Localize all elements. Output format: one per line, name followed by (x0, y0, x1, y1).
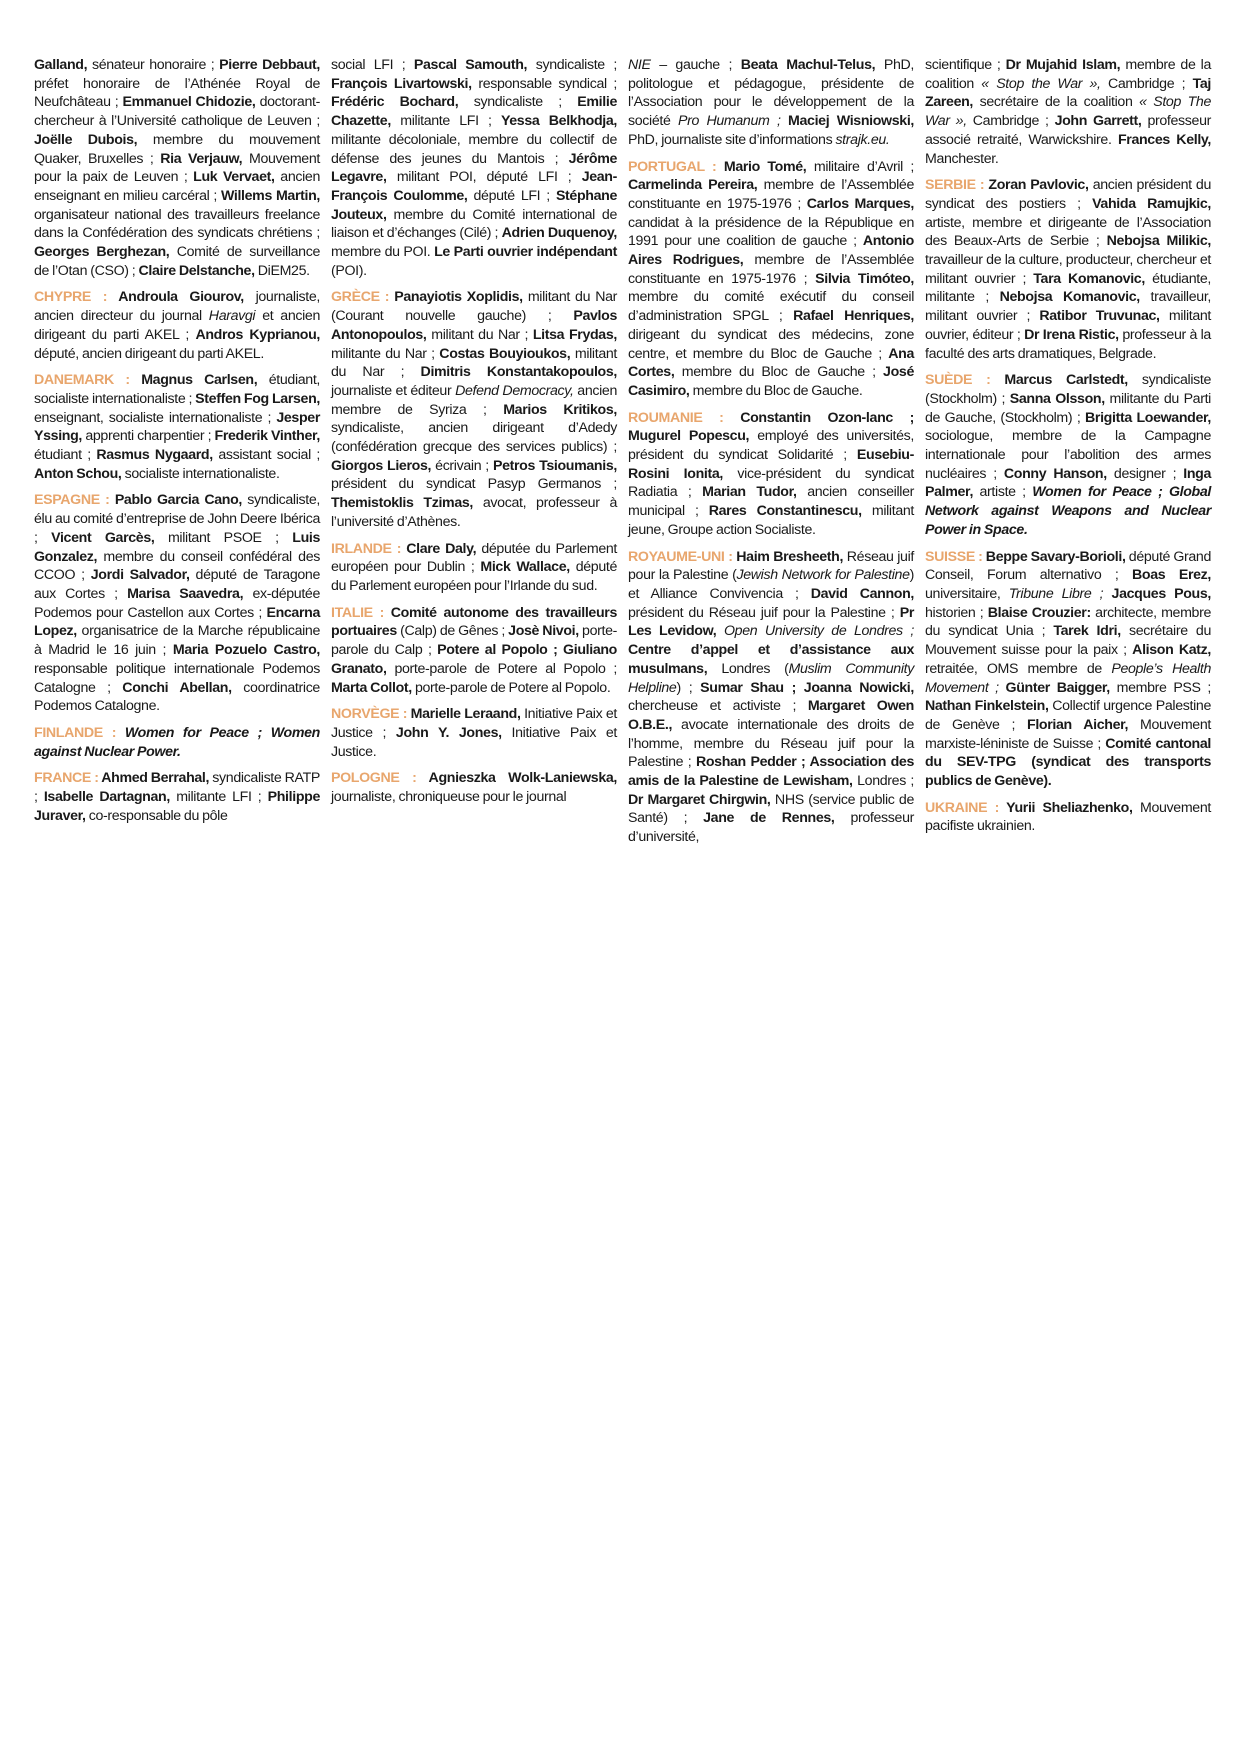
body-text: Réseau juif pour la Palestine ( (628, 548, 914, 584)
italic-text: Jewish Network for Palestine (736, 567, 910, 584)
body-text: syndicaliste ; (527, 57, 617, 73)
italic-text: Defend Democracy, (455, 382, 574, 399)
body-text: travailleur, militant ouvrier ; (925, 289, 1211, 325)
country-heading: ROUMANIE : (628, 409, 741, 426)
name-text: Nebojsa Milikic, (1106, 233, 1211, 250)
body-text: militante du Parti de Gauche, (Stockholm) ; (925, 390, 1211, 426)
text-column-3 (628, 56, 914, 855)
body-text: députée du Parlement européen pour Dublin ; (331, 540, 617, 576)
body-text: écrivain ; (431, 457, 493, 474)
body-text: Mouvement pour la paix de Leuven ; (34, 150, 320, 186)
country-heading: ESPAGNE : (34, 492, 115, 509)
body-text: assistant social ; (212, 447, 320, 464)
name-text: John Y. Jones, (395, 724, 502, 741)
paragraph (331, 540, 617, 596)
body-text: avocat, professeur à l’université d’Athènes. (331, 495, 617, 530)
paragraph (34, 491, 320, 715)
name-text: Agnieszka Wolk-Laniewska, (428, 770, 617, 787)
body-text: responsable syndical ; (471, 75, 617, 92)
body-text: porte-parole du Calp ; (331, 623, 617, 659)
body-text: membre de l’Assemblée constituante en 1975-1976 ; (628, 177, 914, 212)
name-text: Ahmed Berrahal, (101, 770, 210, 787)
body-text: député Grand Conseil, Forum alternativo ; (925, 548, 1211, 584)
paragraph (331, 288, 617, 531)
body-text: syndicaliste RATP ; (34, 770, 321, 806)
body-text: syndicaliste ; (458, 94, 578, 111)
country-heading: ROYAUME-UNI : (628, 548, 737, 565)
body-text: militant du Nar ; (426, 326, 533, 343)
text-column-4 (925, 56, 1211, 844)
body-text: Mouvement pacifiste ukrainien. (925, 799, 1211, 835)
body-text: militant du Nar ; (331, 345, 617, 381)
name-text: John Garrett, (1054, 113, 1142, 130)
body-text: membre du POI. (331, 244, 435, 261)
body-text: porte-parole de Potere al Popolo ; (386, 660, 617, 677)
body-text: militante décoloniale, membre du collectif de défense des jeunes du Mantois ; (331, 131, 617, 167)
name-text: Dimitris Konstantakopoulos, (420, 364, 617, 381)
name-text: Ratibor Truvunac, (1039, 308, 1160, 325)
body-text: Initiative Paix et Justice ; (331, 706, 617, 741)
paragraph (331, 604, 617, 698)
body-text (781, 113, 788, 129)
paragraph (628, 158, 914, 401)
name-text: Adrien Duquenoy, (501, 225, 617, 242)
italic-text: « Stop The War », (925, 94, 1211, 130)
body-text: Cambridge ; (1100, 75, 1193, 92)
paragraph (34, 56, 320, 280)
body-text: vice-président du syndicat Radiatia ; (628, 465, 914, 501)
country-heading: PORTUGAL : (628, 158, 724, 175)
body-text: militant ouvrier, éditeur ; (925, 308, 1212, 343)
name-text: Nebojsa Komanovic, (999, 289, 1140, 306)
name-text: José Casimiro, (628, 364, 914, 399)
country-heading: UKRAINE : (925, 799, 1007, 816)
body-text: porte-parole de Potere al Popolo. (411, 679, 611, 696)
body-text: ) et Alliance Convivencia ; (628, 567, 914, 602)
body-text: ) ; (676, 679, 701, 696)
body-text: membre de l’Assemblée constituante en 1975-1976 ; (628, 252, 914, 287)
body-text: ancien conseiller municipal ; (628, 484, 915, 520)
name-text: Androula Giourov, (118, 289, 244, 306)
name-text: Andros Kyprianou, (195, 326, 321, 343)
name-text: Antonio Aires Rodrigues, (628, 233, 914, 269)
body-text: étudiante, militante ; (925, 270, 1211, 306)
paragraph (331, 769, 617, 806)
body-text: chercheuse et activiste ; (628, 698, 808, 715)
body-text: retraitée, OMS membre de (925, 660, 1112, 677)
italic-text: strajk.eu. (835, 131, 890, 148)
name-text: Mario Tomé, (723, 158, 807, 175)
name-text: Ana Cortes, (628, 345, 914, 381)
body-text: coordinatrice Podemos Catalogne. (34, 679, 320, 715)
body-text: ancien président du syndicat des postiers ; (925, 177, 1211, 212)
name-text: Rafael Henriques, (793, 308, 914, 325)
body-text: membre du Bloc de Gauche ; (674, 364, 884, 381)
body-text: député de Taragone aux Cortes ; (34, 567, 320, 602)
body-text: travailleur de la culture, producteur, chercheur et militant ouvrier ; (925, 252, 1211, 287)
body-text: militant POI, député LFI ; (386, 169, 582, 186)
body-text: dirigeant du syndicat des médecins, zone centre, et membre du Bloc de Gauche ; (628, 326, 914, 362)
body-text: étudiant, socialiste internationaliste ; (34, 372, 321, 407)
paragraph (628, 56, 914, 150)
paragraph (925, 371, 1211, 539)
name-text: Marios Kritikos, (503, 401, 617, 418)
name-text: Carlos Marques, (806, 195, 914, 212)
name-text: Conchi Abellan, (122, 679, 232, 696)
body-text: responsable politique internationale Podemos Catalogne ; (34, 660, 320, 696)
body-text: syndicaliste (Stockholm) ; (925, 372, 1211, 407)
name-text: Pascal Samouth, (413, 57, 528, 73)
name-text: David Cannon, (810, 585, 914, 602)
body-text: président du Réseau juif pour la Palestine ; (628, 604, 900, 621)
name-text: Clare Daly, (406, 540, 477, 557)
country-heading: POLOGNE : (331, 770, 429, 787)
name-text: Vahida Ramujkic, (1092, 195, 1211, 212)
body-text: candidat à la présidence de la République en 1991 pour une coalition de gauche ; (628, 214, 914, 250)
paragraph (925, 176, 1211, 363)
italic-text: People’s Health Movement ; (925, 660, 1211, 696)
name-text: Zoran Pavlovic, (988, 177, 1089, 194)
paragraph (628, 548, 914, 847)
name-text: Luk Vervaet, (193, 169, 275, 186)
body-text: ancien enseignant en milieu carcéral ; (34, 169, 320, 204)
body-text: député du Parlement européen pour l’Irlande du sud. (331, 559, 617, 594)
name-text: Comité cantonal du SEV-TPG (syndicat des transports publics de Genève). (925, 735, 1211, 790)
name-text: Pierre Debbaut, (219, 57, 320, 73)
body-text: membre PSS ; (1109, 679, 1212, 696)
body-text: DiEM25. (254, 262, 310, 279)
body-text: artiste, membre et dirigeante de l’Association des Beaux-Arts de Serbie ; (925, 214, 1211, 250)
name-text: Vicent Garcès, (51, 529, 155, 546)
name-text: Tarek Idri, (1053, 623, 1121, 640)
italic-text: Open University de Londres ; (723, 623, 914, 640)
name-text: Yurii Sheliazhenko, (1006, 799, 1133, 816)
name-text: Pablo Garcia Cano, (114, 492, 242, 509)
name-text: Dr Mujahid Islam, (1005, 57, 1121, 73)
name-text: Haim Bresheeth, (736, 548, 844, 565)
name-text: Marcus Carlstedt, (1004, 372, 1128, 389)
paragraph (925, 799, 1211, 836)
body-text (716, 623, 724, 639)
body-text: journaliste, chroniqueuse pour le journal (331, 789, 567, 806)
name-text: Pr Les Levidow, (628, 604, 914, 640)
body-text: membre de la coalition (925, 57, 1211, 92)
name-text: Centre d’appel et d’assistance aux musulmans, (628, 642, 914, 677)
name-text: Margaret Owen O.B.E., (628, 698, 914, 733)
country-heading: SERBIE : (925, 177, 989, 194)
name-text: Dr Margaret Chirgwin, (628, 791, 771, 808)
name-text: Philippe Juraver, (34, 789, 321, 824)
name-text: Stéphane Jouteux, (331, 187, 617, 223)
name-text: Jesper Yssing, (34, 409, 320, 445)
name-text: Costas Bouyioukos, (439, 345, 571, 362)
name-text: Mick Wallace, (480, 559, 570, 576)
organization-text-italic: Women for Peace ; Women against Nuclear Power. (34, 724, 320, 760)
body-text: Comité de surveillance de l’Otan (CSO) ; (34, 244, 320, 279)
name-text: Encarna Lopez, (34, 604, 320, 640)
name-text: Carmelinda Pereira, (628, 177, 758, 194)
body-text: ex-députée Podemos pour Castellon aux Cortes ; (34, 585, 320, 621)
body-text: co-responsable du pôle (85, 807, 228, 824)
country-heading: SUISSE : (925, 548, 986, 565)
body-text: NHS (service public de Santé) ; (628, 791, 915, 827)
body-text: militante LFI ; (390, 113, 501, 130)
body-text: journaliste, ancien directeur du journal (34, 289, 320, 325)
country-heading: FRANCE : (34, 770, 102, 787)
name-text: Emmanuel Chidozie, (122, 94, 256, 111)
paragraph (331, 705, 617, 761)
country-heading: GRÈCE : (331, 289, 395, 306)
name-text: Marta Collot, (331, 679, 412, 696)
name-text: Magnus Carlsen, (141, 372, 258, 389)
name-text: Blaise Crouzier: (987, 604, 1091, 621)
body-text: militant du Nar (Courant nouvelle gauche) ; (331, 289, 618, 325)
body-text: architecte, membre du syndicat Unia ; (925, 604, 1211, 640)
body-text: socialiste internationaliste. (121, 465, 280, 482)
paragraph (34, 724, 320, 761)
name-text: Marielle Leraand, (410, 706, 521, 723)
name-text: Maciej Wisniowski, (788, 113, 914, 130)
italic-text: Haravgi (208, 308, 256, 325)
paragraph (34, 288, 320, 363)
name-text: Rasmus Nygaard, (96, 447, 213, 464)
country-heading: CHYPRE : (34, 289, 119, 306)
body-text: – gauche ; (650, 57, 741, 73)
country-heading: SUÈDE : (925, 372, 1005, 389)
body-text: PhD, politologue et pédagogue, présidente de l’Association pour le développement de la société (628, 57, 914, 130)
name-text: Alison Katz, (1132, 642, 1211, 659)
paragraph (34, 769, 320, 825)
name-text: Potere al Popolo ; Giuliano Granato, (331, 642, 617, 677)
country-heading: NORVÈGE : (331, 706, 411, 723)
name-text: Willems Martin, (220, 187, 320, 204)
name-text: Joëlle Dubois, (34, 131, 138, 148)
body-text: membre du comité exécutif du conseil d’administration SPGL ; (628, 289, 914, 325)
name-text: Comité autonome des travailleurs portuaires (331, 604, 617, 640)
body-text: sociologue, membre de la Campagne internationale pour l’abolition des armes nucléaires ; (925, 428, 1211, 482)
body-text: universitaire, (925, 585, 1009, 602)
name-text: Themistoklis Tzimas, (331, 495, 473, 512)
name-text: Tara Komanovic, (1033, 270, 1145, 287)
name-text: Sumar Shau ; Joanna Nowicki, (700, 679, 914, 696)
name-text: Beata Machul-Telus, (740, 57, 876, 73)
name-text: Jacques Pous, (1111, 585, 1211, 602)
name-text: Conny Hanson, (1003, 465, 1107, 482)
name-text: Inga Palmer, (925, 465, 1211, 501)
name-text: Panayiotis Xoplidis, (394, 289, 523, 306)
name-text: Ria Verjauw, (160, 150, 243, 167)
body-text: enseignant, socialiste internationaliste ; (34, 409, 277, 426)
body-text: militant jeune, Groupe action Socialiste. (628, 503, 914, 538)
body-text: Manchester. (925, 150, 999, 167)
name-text: Roshan Pedder ; Association des amis de la Palestine de Lewisham, (628, 754, 914, 790)
name-text: Maria Pozuelo Castro, (172, 642, 320, 659)
name-text: Jérôme Legavre, (331, 150, 617, 186)
body-text: militante du Nar ; (331, 345, 440, 362)
body-text: membre du mouvement Quaker, Bruxelles ; (34, 131, 320, 167)
body-text: scientifique ; (925, 57, 1006, 73)
body-text: professeur à la faculté des arts dramatiques, Belgrade. (925, 326, 1211, 362)
body-text: Initiative Paix et Justice. (331, 724, 617, 760)
body-text: syndicaliste, élu au comité d’entreprise de John Deere Ibérica ; (34, 492, 320, 546)
text-column-1 (34, 56, 320, 833)
name-text: Steffen Fog Larsen, (195, 390, 320, 407)
name-text: Brigitta Loewander, (1085, 409, 1212, 426)
body-text: député LFI ; (467, 187, 556, 204)
body-text: secrétaire du Mouvement suisse pour la paix ; (925, 623, 1211, 659)
name-text: Nathan Finkelstein, (925, 698, 1049, 715)
body-text: (POI). (331, 262, 367, 279)
name-text: Jean-François Coulomme, (331, 169, 617, 204)
country-heading: IRLANDE : (331, 540, 407, 557)
paragraph (331, 56, 617, 280)
body-text: (Calp) de Gênes ; (396, 623, 509, 640)
name-text: Georges Berghezan, (34, 244, 170, 261)
italic-text: « Stop the War », (981, 75, 1101, 92)
body-text: employé des universités, président du syndicat Solidarité ; (628, 428, 914, 464)
name-text: Constantin Ozon-lanc ; Mugurel Popescu, (628, 409, 914, 445)
body-text (1103, 586, 1111, 602)
name-text: Taj Zareen, (925, 75, 1211, 111)
body-text: doctorant-chercheur à l’Université catholique de Leuven ; (34, 94, 320, 130)
name-text: Frederik Vinther, (214, 428, 320, 445)
name-text: Pavlos Antonopoulos, (331, 308, 617, 343)
name-text: Claire Delstanche, (138, 262, 255, 279)
name-text: Marian Tudor, (702, 484, 797, 501)
name-text: François Livartowski, (331, 75, 472, 92)
name-text: Beppe Savary-Borioli, (985, 548, 1126, 565)
name-text: Silvia Timóteo, (815, 270, 914, 287)
body-text: artiste ; (973, 484, 1033, 501)
body-text: social LFI ; (331, 57, 414, 73)
name-text: Jordi Salvador, (90, 567, 190, 584)
country-heading: DANEMARK : (34, 372, 142, 389)
body-text: apprenti charpentier ; (82, 428, 215, 445)
body-text (999, 680, 1006, 696)
country-heading: ITALIE : (331, 604, 391, 621)
body-text: militante LFI ; (169, 789, 268, 806)
name-text: Günter Baigger, (1005, 679, 1110, 696)
italic-text: Pro Humanum ; (677, 113, 781, 130)
body-text: professeur associé retraité, Warwickshire. (925, 113, 1212, 148)
body-text: militant PSOE ; (154, 529, 293, 546)
italic-text: NIE (628, 57, 651, 73)
name-text: Anton Schou, (34, 465, 122, 482)
body-text: avocate internationale des droits de l’homme, membre du Réseau juif pour la Palestine ; (628, 716, 914, 771)
body-text: professeur d’université, (628, 810, 914, 846)
body-text: Londres ; (852, 773, 914, 790)
name-text: Rares Constantinescu, (708, 503, 862, 520)
name-text: Jane de Rennes, (703, 810, 835, 827)
body-text: journaliste et éditeur (331, 382, 456, 399)
name-text: Frances Kelly, (1117, 131, 1211, 148)
body-text: préfet honoraire de l’Athénée Royal de Neufchâteau ; (34, 75, 320, 111)
body-text: Cambridge ; (966, 113, 1055, 130)
name-text: Giorgos Lieros, (331, 457, 432, 474)
body-text: secrétaire de la coalition (973, 94, 1140, 111)
name-text: Eusebiu-Rosini Ionita, (628, 447, 914, 482)
body-text: PhD, journaliste site d’informations (628, 131, 836, 148)
name-text: Le Parti ouvrier indépendant (434, 244, 617, 261)
body-text: membre du Comité international de liaison et d’échanges (Cilé) ; (331, 206, 617, 242)
body-text: étudiant ; (34, 447, 97, 464)
name-text: Yessa Belkhodja, (500, 113, 617, 130)
name-text: Emilie Chazette, (331, 94, 617, 130)
body-text: membre du conseil confédéral des CCOO ; (34, 548, 320, 584)
name-text: Petros Tsioumanis, (492, 457, 617, 474)
body-text: député, ancien dirigeant du parti AKEL. (34, 345, 264, 362)
body-text: Londres ( (707, 660, 789, 677)
body-text: ancien membre de Syriza ; (331, 382, 618, 418)
body-text: Mouvement marxiste-léniniste de Suisse ; (925, 716, 1211, 752)
organization-text-italic: Women for Peace ; Global Network against Weapons and Nuclear Power in Space. (925, 484, 1211, 538)
body-text: président du syndicat Pasyp Germanos ; (331, 476, 617, 493)
body-text: designer ; (1106, 465, 1184, 482)
country-heading: FINLANDE : (34, 724, 125, 741)
paragraph (628, 409, 914, 540)
name-text: Dr Irena Ristic, (1024, 326, 1119, 343)
name-text: Marisa Saavedra, (127, 585, 244, 602)
italic-text: Tribune Libre ; (1008, 585, 1104, 602)
body-text: organisatrice de la Marche républicaine à Madrid le 16 juin ; (34, 623, 320, 659)
name-text: Galland, (34, 57, 88, 73)
paragraph (925, 548, 1211, 791)
name-text: Florian Aicher, (1027, 716, 1129, 733)
name-text: Luis Gonzalez, (34, 529, 321, 565)
name-text: Boas Erez, (1132, 567, 1211, 584)
text-column-2 (331, 56, 617, 815)
body-text: et ancien dirigeant du parti AKEL ; (34, 308, 320, 343)
body-text: Collectif urgence Palestine de Genève ; (925, 698, 1211, 733)
name-text: Josè Nivoi, (508, 623, 579, 640)
body-text: organisateur national des travailleurs freelance dans la Confédération des syndicats chrétiens ; (34, 206, 320, 242)
body-text: historien ; (925, 604, 988, 621)
body-text: syndicaliste, ancien dirigeant d’Adedy (confédération grecque des services publics) ; (331, 420, 617, 456)
body-text: sénateur honoraire ; (87, 57, 220, 73)
paragraph (925, 56, 1211, 168)
italic-text: Muslim Community Helpline (628, 660, 914, 696)
name-text: Frédéric Bochard, (331, 94, 459, 111)
body-text: membre du Bloc de Gauche. (689, 382, 863, 399)
name-text: Isabelle Dartagnan, (43, 789, 170, 806)
name-text: Litsa Frydas, (532, 326, 617, 343)
paragraph (34, 371, 320, 483)
name-text: Sanna Olsson, (1009, 390, 1105, 407)
body-text: militaire d’Avril ; (806, 158, 915, 175)
